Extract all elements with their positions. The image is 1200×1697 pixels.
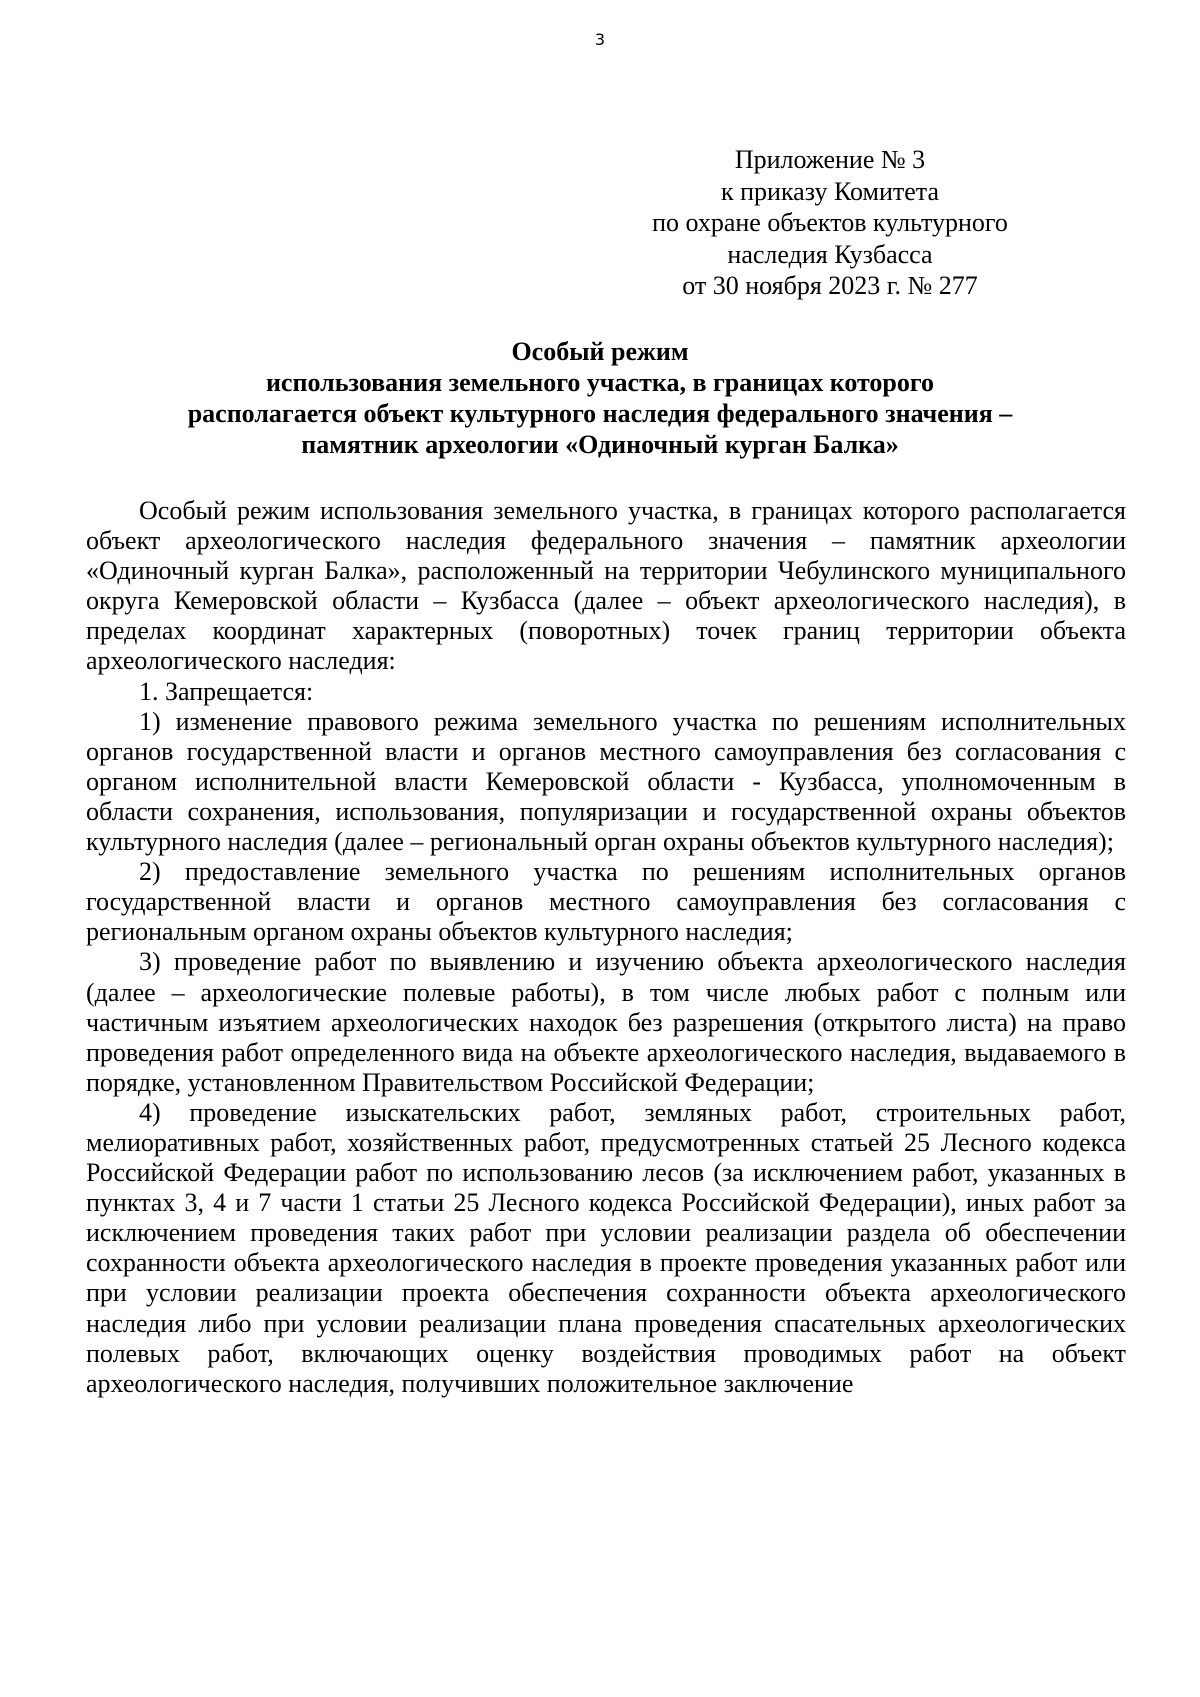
appendix-line: от 30 ноября 2023 г. № 277	[682, 271, 978, 300]
title-line: использования земельного участка, в границах которого	[265, 368, 935, 397]
paragraph-item-2: 2) предоставление земельного участка по решениям исполнительных органов государственной власти и органов местного самоуправления без согласования с региональным органом охраны объектов культурного наследия;	[86, 857, 1126, 947]
paragraph-item-4: 4) проведение изыскательских работ, земляных работ, строительных работ, мелиоративных работ, хозяйственных работ, предусмотренных статьей 25 Лесного кодекса Российской Федерации работ по использованию лесов (за исключением работ, указанных в пунктах 3, 4 и 7 части 1 статьи 25 Лесного кодекса Российской Федерации), иных работ за исключением проведения таких работ при условии реализации раздела об обеспечении сохранности объекта археологического наследия в проекте проведения указанных работ или при условии реализации проекта обеспечения сохранности объекта археологического наследия либо при условии реализации плана проведения спасательных археологических полевых работ, включающих оценку воздействия проводимых работ на объект археологического наследия, получивших положительное заключение	[86, 1097, 1126, 1398]
appendix-header	[620, 144, 1040, 302]
paragraph-prohibited: 1. Запрещается:	[139, 676, 314, 706]
title-line: памятник археологии «Одиночный курган Балка»	[301, 430, 899, 459]
appendix-line: Приложение № 3	[734, 145, 926, 174]
document-title	[80, 336, 1120, 460]
title-line: Особый режим	[511, 337, 689, 366]
paragraph-item-3: 3) проведение работ по выявлению и изучению объекта археологического наследия (далее – археологические полевые работы), в том числе любых работ с полным или частичным изъятием археологических находок без разрешения (открытого листа) на право проведения работ определенного вида на объекте археологического наследия, выдаваемого в порядке, установленном Правительством Российской Федерации;	[86, 947, 1126, 1097]
title-line: располагается объект культурного наследия федерального значения –	[187, 399, 1013, 428]
page-number: 3	[594, 30, 606, 49]
appendix-line: к приказу Комитета	[720, 176, 939, 206]
paragraph-intro: Особый режим использования земельного участка, в границах которого располагается объект археологического наследия федерального значения – памятник археологии «Одиночный курган Балка», расположенный на территории Чебулинского муниципального округа Кемеровской области – Кузбасса (далее – объект археологического наследия), в пределах координат характерных (поворотных) точек границ территории объекта археологического наследия:	[86, 496, 1126, 676]
appendix-line: по охране объектов культурного	[652, 208, 1008, 237]
appendix-line: наследия Кузбасса	[727, 239, 933, 269]
paragraph-item-1: 1) изменение правового режима земельного участка по решениям исполнительных органов государственной власти и органов местного самоуправления без согласования с органом исполнительной власти Кемеровской области - Кузбасса, уполномоченным в области сохранения, использования, популяризации и государственной охраны объектов культурного наследия (далее – региональный орган охраны объектов культурного наследия);	[86, 706, 1126, 857]
document-body	[86, 496, 1126, 1399]
